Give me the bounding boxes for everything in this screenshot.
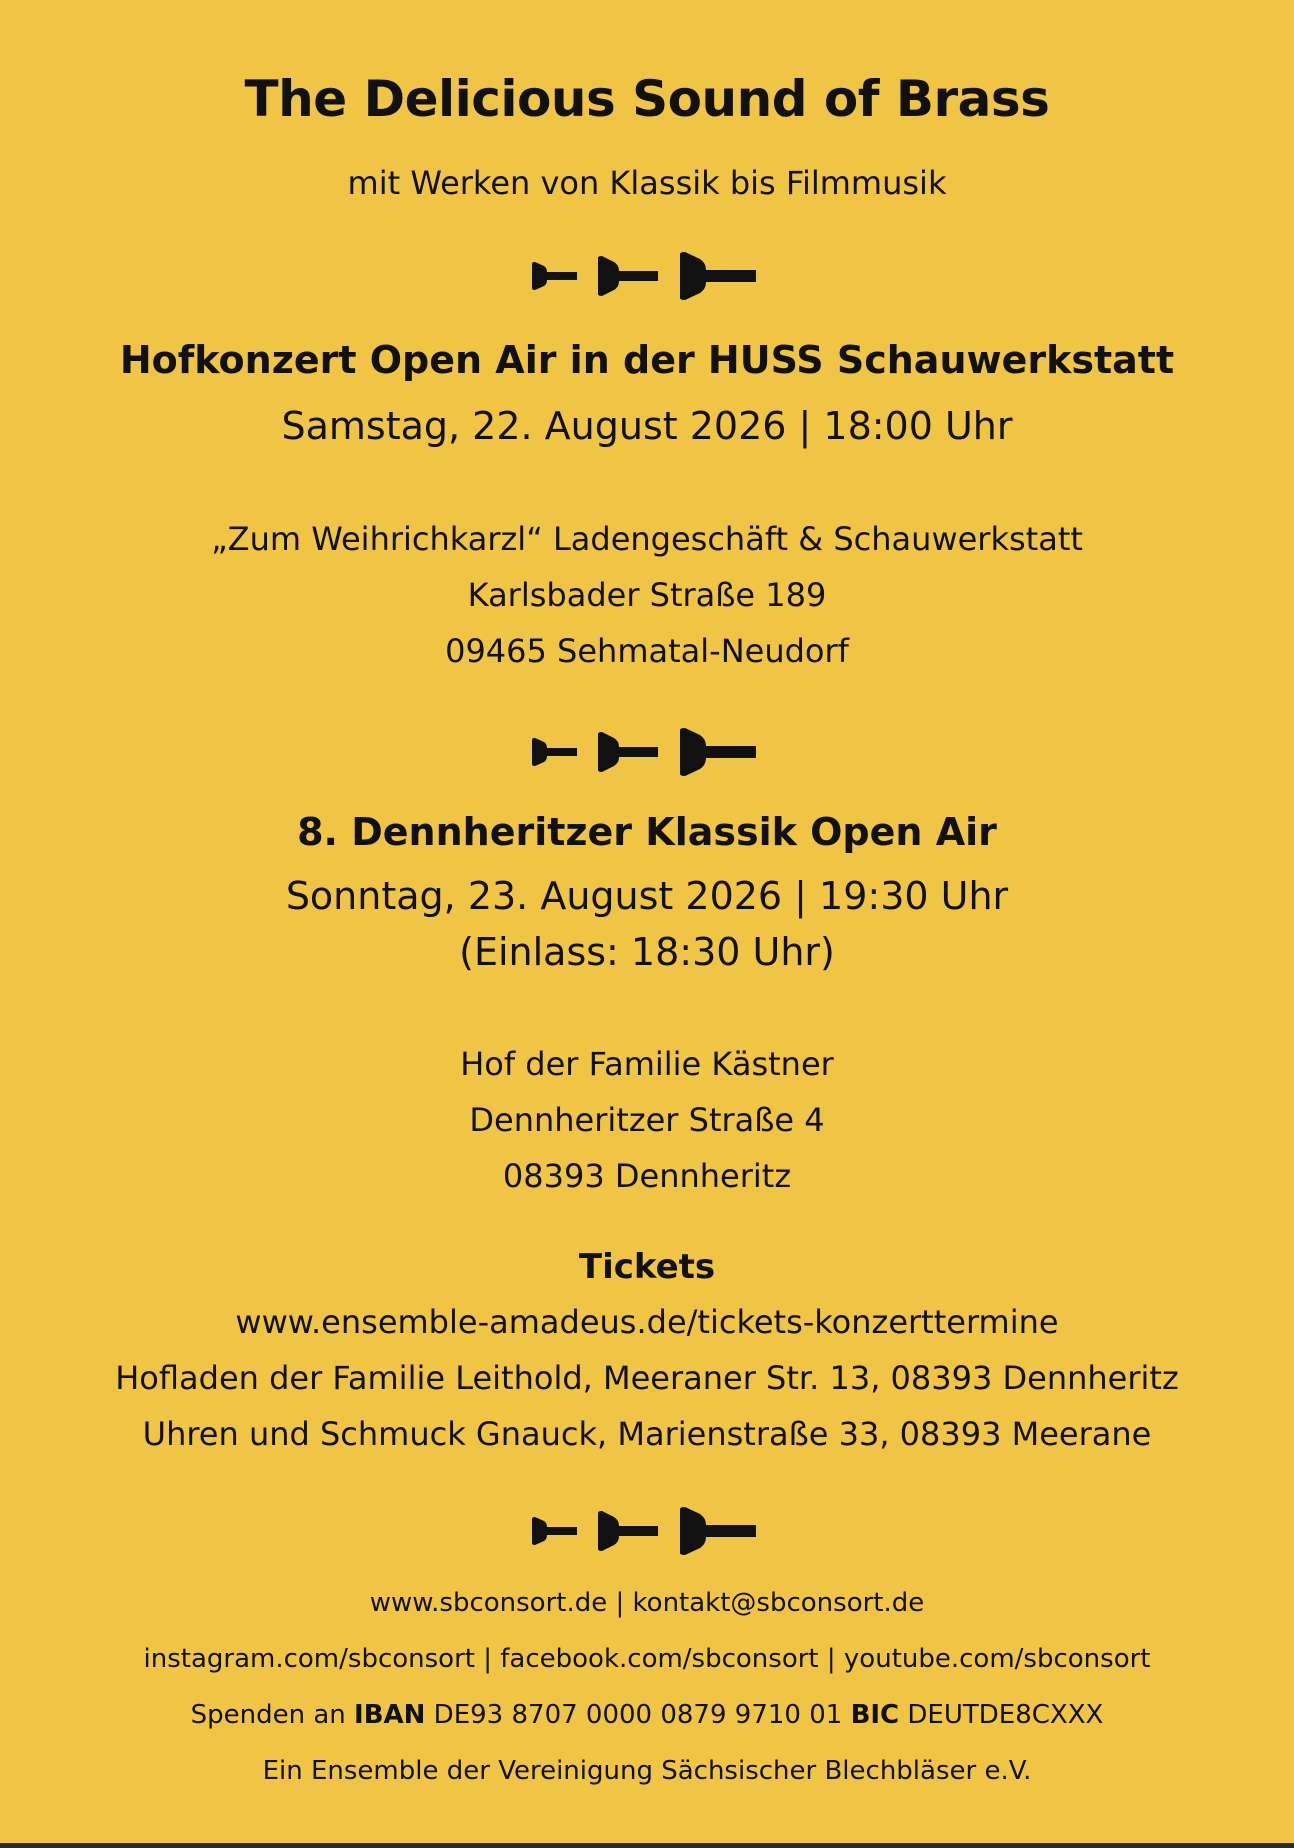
trumpet-ornament-icon <box>530 728 764 776</box>
concert2-address-line: Hof der Familie Kästner <box>460 1045 834 1083</box>
footer-donation <box>0 1700 1294 1730</box>
bic-value: DEUTDE8CXXX <box>899 1700 1104 1730</box>
page-title: The Delicious Sound of Brass <box>244 70 1050 128</box>
concert1-date: Samstag, 22. August 2026 | 18:00 Uhr <box>281 404 1013 448</box>
concert2-date: Sonntag, 23. August 2026 | 19:30 Uhr <box>285 874 1009 918</box>
page-subtitle: mit Werken von Klassik bis Filmmusik <box>347 164 947 202</box>
donation-prefix: Spenden an <box>190 1700 355 1730</box>
concert1-address-line: 09465 Sehmatal-Neudorf <box>445 632 849 670</box>
iban-label: IBAN <box>354 1700 426 1730</box>
concert1-address-line: „Zum Weihrichkarzl“ Ladengeschäft & Schauwerkstatt <box>211 520 1083 558</box>
tickets-heading: Tickets <box>578 1247 716 1287</box>
concert2-address-line: Dennheritzer Straße 4 <box>469 1101 825 1139</box>
bic-label: BIC <box>850 1700 900 1730</box>
footer-ensemble: Ein Ensemble der Vereinigung Sächsischer Blechbläser e.V. <box>262 1756 1032 1786</box>
footer-contact[interactable]: www.sbconsort.de | kontakt@sbconsort.de <box>369 1588 925 1618</box>
concert1-title: Hofkonzert Open Air in der HUSS Schauwerkstatt <box>119 338 1175 382</box>
footer-social[interactable]: instagram.com/sbconsort | facebook.com/sbconsort | youtube.com/sbconsort <box>143 1644 1151 1674</box>
trumpet-ornament-icon <box>530 252 764 300</box>
concert1-address-line: Karlsbader Straße 189 <box>467 576 827 614</box>
trumpet-ornament-icon <box>530 1507 764 1555</box>
concert2-admission: (Einlass: 18:30 Uhr) <box>459 930 835 974</box>
tickets-link[interactable]: www.ensemble-amadeus.de/tickets-konzerttermine <box>235 1303 1059 1341</box>
tickets-outlet: Hofladen der Familie Leithold, Meeraner Str. 13, 08393 Dennheritz <box>115 1359 1179 1397</box>
tickets-outlet: Uhren und Schmuck Gnauck, Marienstraße 33, 08393 Meerane <box>142 1415 1152 1453</box>
concert2-title: 8. Dennheritzer Klassik Open Air <box>297 810 997 854</box>
concert2-address-line: 08393 Dennheritz <box>502 1157 792 1195</box>
iban-value: DE93 8707 0000 0879 9710 01 <box>425 1700 851 1730</box>
bottom-divider <box>0 1843 1294 1848</box>
